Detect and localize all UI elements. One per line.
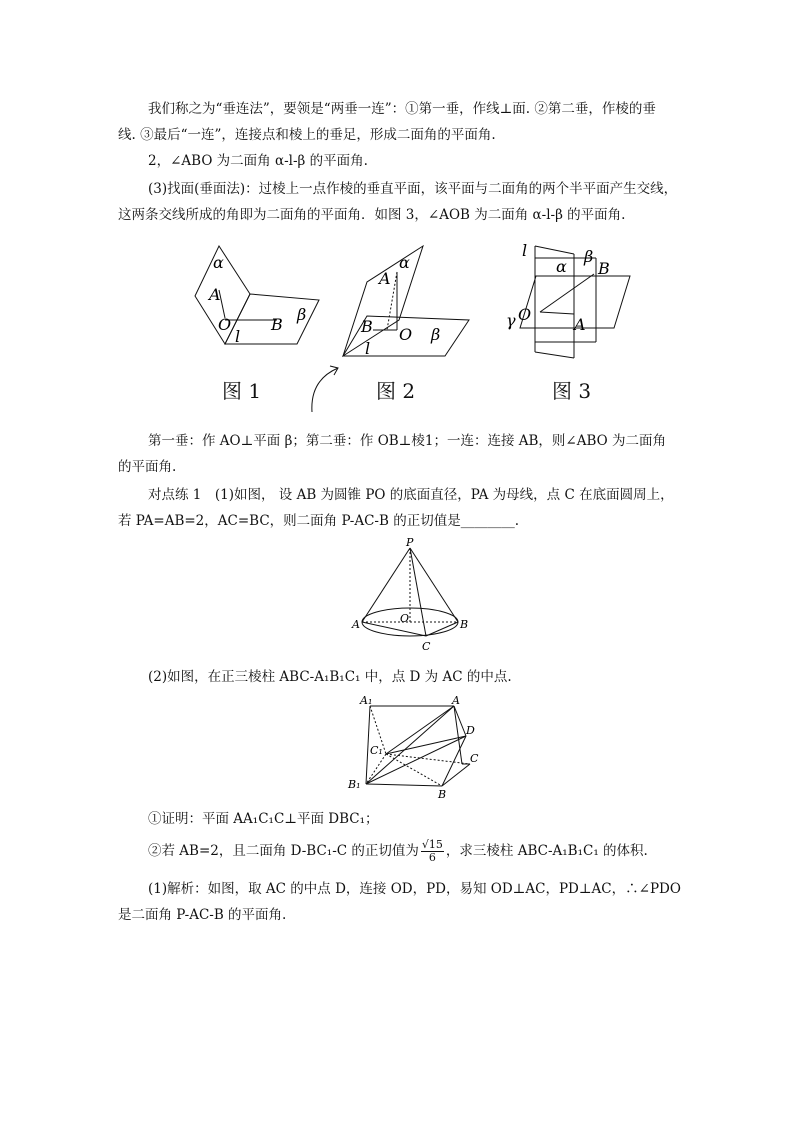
- fig1-label-beta: β: [297, 305, 307, 324]
- fig2-label-A: A: [379, 269, 391, 288]
- figure-1-caption: 图 1: [222, 379, 262, 403]
- fig2-label-O: O: [399, 325, 413, 344]
- figure-3-diagram: [498, 236, 638, 360]
- question-2-prefix: ②若 AB=2，且二面角 D-BC₁-C 的正切值为: [148, 843, 419, 859]
- paragraph-line: 线. ③最后“一连”，连接点和棱上的垂足，形成二面角的平面角.: [118, 127, 496, 143]
- paragraph-line: (1)解析：如图，取 AC 的中点 D，连接 OD，PD，易知 OD⊥AC，PD⊥AC，∴∠PDO: [148, 881, 681, 897]
- paragraph-line: 的平面角.: [118, 459, 177, 475]
- fig3-label-gamma: γ: [506, 311, 516, 330]
- fig1-label-l: l: [235, 327, 241, 346]
- cone-label-O: O: [400, 612, 410, 625]
- fraction-denominator: 6: [428, 851, 436, 864]
- fig2-label-beta: β: [431, 325, 441, 344]
- cone-diagram: [346, 536, 472, 660]
- prism-label-D: D: [466, 724, 475, 737]
- prism-label-A: A: [452, 694, 460, 707]
- fig1-label-O: O: [218, 315, 232, 334]
- cone-label-A: A: [352, 618, 360, 631]
- prism-label-A1: A₁: [360, 694, 373, 707]
- question-2-suffix: ，求三棱柱 ABC-A₁B₁C₁ 的体积.: [445, 843, 648, 859]
- cone-label-B: B: [460, 618, 469, 631]
- curved-arrow-icon: [304, 362, 344, 414]
- paragraph-line: 2，∠ABO 为二面角 α-l-β 的平面角.: [148, 153, 368, 169]
- fraction: [421, 839, 444, 864]
- paragraph-line: (3)找面(垂面法)：过棱上一点作棱的垂直平面，该平面与二面角的两个半平面产生交线，: [148, 181, 678, 197]
- fig3-label-O: O: [518, 305, 532, 324]
- fig2-label-l: l: [365, 339, 371, 358]
- fig1-label-B: B: [271, 315, 283, 334]
- cone-label-P: P: [406, 536, 414, 549]
- cone-label-C: C: [422, 640, 431, 653]
- fig3-label-l: l: [522, 241, 528, 260]
- fig2-label-alpha: α: [399, 253, 410, 272]
- fig1-label-A: A: [209, 285, 221, 304]
- fig3-label-beta: β: [584, 247, 594, 266]
- prism-label-C: C: [470, 752, 479, 765]
- paragraph-line: 是二面角 P-AC-B 的平面角.: [118, 907, 287, 923]
- paragraph-line: 若 PA=AB=2，AC=BC，则二面角 P-AC-B 的正切值是________.: [118, 513, 519, 529]
- fraction-numerator: √15: [421, 838, 443, 851]
- fig1-label-alpha: α: [213, 253, 224, 272]
- fig2-label-B: B: [361, 317, 373, 336]
- fig3-label-A: A: [574, 315, 586, 334]
- paragraph-line: 我们称之为“垂连法”，要领是“两垂一连”：①第一垂，作线⊥面. ②第二垂，作棱的垂: [148, 101, 656, 117]
- paragraph-line: 对点练 1 (1)如图， 设 AB 为圆锥 PO 的底面直径，PA 为母线，点 C 在底面圆周上，: [148, 487, 674, 503]
- figure-3-caption: 图 3: [552, 379, 592, 403]
- question-2: [118, 838, 718, 864]
- figure-2-caption: 图 2: [376, 379, 416, 403]
- prism-label-B: B: [438, 788, 447, 800]
- prism-label-C1: C₁: [370, 744, 383, 757]
- question-1: ①证明：平面 AA₁C₁C⊥平面 DBC₁；: [148, 811, 379, 827]
- fig3-label-alpha: α: [556, 257, 567, 276]
- paragraph-line: 第一垂：作 AO⊥平面 β；第二垂：作 OB⊥棱1；一连：连接 AB，则∠ABO 为二面角: [148, 433, 667, 449]
- paragraph-line: 这两条交线所成的角即为二面角的平面角．如图 3，∠AOB 为二面角 α-l-β 的平面角.: [118, 207, 626, 223]
- figure-2-diagram: [335, 240, 475, 360]
- fig3-label-B: B: [598, 259, 610, 278]
- figure-1-diagram: [185, 238, 335, 358]
- prism-diagram: [342, 692, 482, 800]
- paragraph-line: (2)如图，在正三棱柱 ABC-A₁B₁C₁ 中，点 D 为 AC 的中点.: [148, 669, 512, 685]
- prism-label-B1: B₁: [348, 778, 361, 791]
